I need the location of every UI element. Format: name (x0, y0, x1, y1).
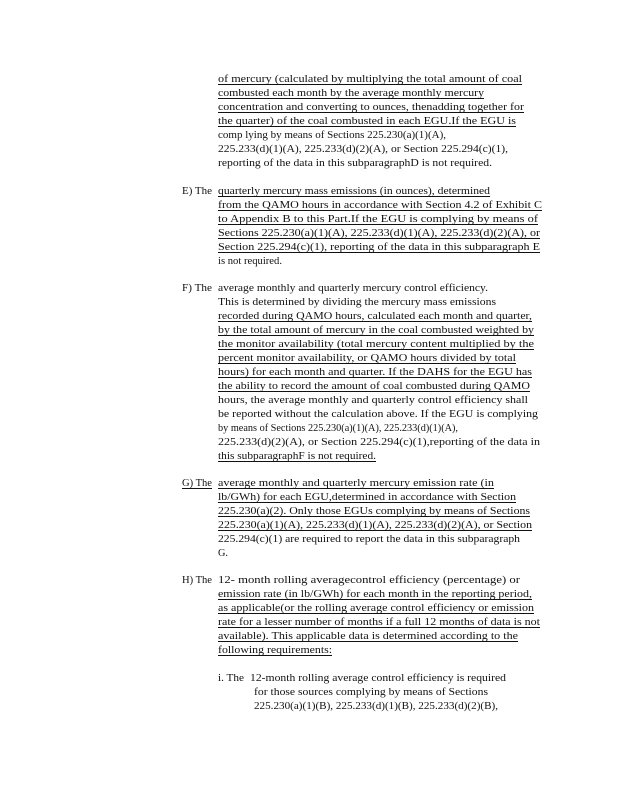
text-line: reporting of the data in this subparagraphD is not required. (218, 158, 493, 169)
text-line: 225.294(c)(1) are required to report the data in this subparagraph (218, 534, 520, 545)
text-line: 225.230(a)(1)(A), 225.233(d)(1)(A), 225.233(d)(2)(A), or Section (218, 520, 533, 531)
text-line: the ability to record the amount of coal combusted during QAMO (218, 381, 531, 392)
text-line: recorded during QAMO hours, calculated each month and quarter, (218, 311, 532, 322)
text-line: for those sources complying by means of Sections (254, 687, 488, 698)
text-line: concentration and converting to ounces, thenadding together for (218, 102, 525, 113)
text-line: This is determined by dividing the mercury mass emissions (218, 297, 497, 308)
item-marker: i. The (218, 673, 244, 684)
text-line: 225.230(a)(1)(B), 225.233(d)(1)(B), 225.233(d)(2)(B), (254, 701, 499, 712)
text-line: emission rate (in lb/GWh) for each month in the reporting period, (218, 589, 532, 600)
text-line: be reported without the calculation above. If the EGU is complying (218, 409, 538, 420)
text-line: by the total amount of mercury in the coal combusted weighted by (218, 325, 534, 336)
text-line: hours) for each month and quarter. If the DAHS for the EGU has (218, 367, 532, 378)
text-line: of mercury (calculated by multiplying the total amount of coal (218, 74, 523, 85)
item-marker: H) The (182, 575, 213, 586)
text-line: percent monitor availability, or QAMO hours divided by total (218, 353, 517, 364)
text-line: average monthly and quarterly mercury control efficiency. (218, 283, 489, 294)
text-line: rate for a lesser number of months if a full 12 months of data is not (218, 617, 541, 628)
text-line: following requirements: (218, 645, 333, 656)
text-line: the quarter) of the coal combusted in each EGU.If the EGU is (218, 116, 517, 127)
text-line: G. (218, 548, 228, 559)
text-line: 12-month rolling average control efficiency is required (250, 673, 506, 684)
item-marker: F) The (182, 283, 212, 294)
text-line: average monthly and quarterly mercury emission rate (in (218, 478, 494, 489)
text-line: hours, the average monthly and quarterly control efficiency shall (218, 395, 529, 406)
text-line: 12- month rolling averagecontrol efficiency (percentage) or (218, 575, 520, 586)
text-line: Section 225.294(c)(1), reporting of the data in this subparagraph E (218, 242, 541, 253)
text-line: 225.233(d)(1)(A), 225.233(d)(2)(A), or Section 225.294(c)(1), (218, 144, 508, 155)
text-line: to Appendix B to this Part.If the EGU is complying by means of (218, 214, 538, 225)
item-marker: E) The (182, 186, 213, 197)
text-line: comp lying by means of Sections 225.230(a)(1)(A), (218, 130, 447, 141)
text-line: combusted each month by the average monthly mercury (218, 88, 485, 99)
text-line: is not required. (218, 256, 282, 267)
text-line: Sections 225.230(a)(1)(A), 225.233(d)(1)(A), 225.233(d)(2)(A), or (218, 228, 541, 239)
text-line: lb/GWh) for each EGU,determined in accordance with Section (218, 492, 517, 503)
text-line: from the QAMO hours in accordance with Section 4.2 of Exhibit C (218, 200, 542, 211)
text-line: the monitor availability (total mercury content multiplied by the (218, 339, 534, 350)
text-line: quarterly mercury mass emissions (in ounces), determined (218, 186, 491, 197)
text-line: as applicable(or the rolling average control efficiency or emission (218, 603, 535, 614)
text-line: 225.233(d)(2)(A), or Section 225.294(c)(1),reporting of the data in (218, 437, 540, 448)
text-line: available). This applicable data is determined according to the (218, 631, 518, 642)
text-line: by means of Sections 225.230(a)(1)(A), 225.233(d)(1)(A), (218, 423, 459, 434)
text-line: this subparagraphF is not required. (218, 451, 376, 462)
item-marker: G) The (182, 478, 213, 489)
text-line: 225.230(a)(2). Only those EGUs complying by means of Sections (218, 506, 531, 517)
